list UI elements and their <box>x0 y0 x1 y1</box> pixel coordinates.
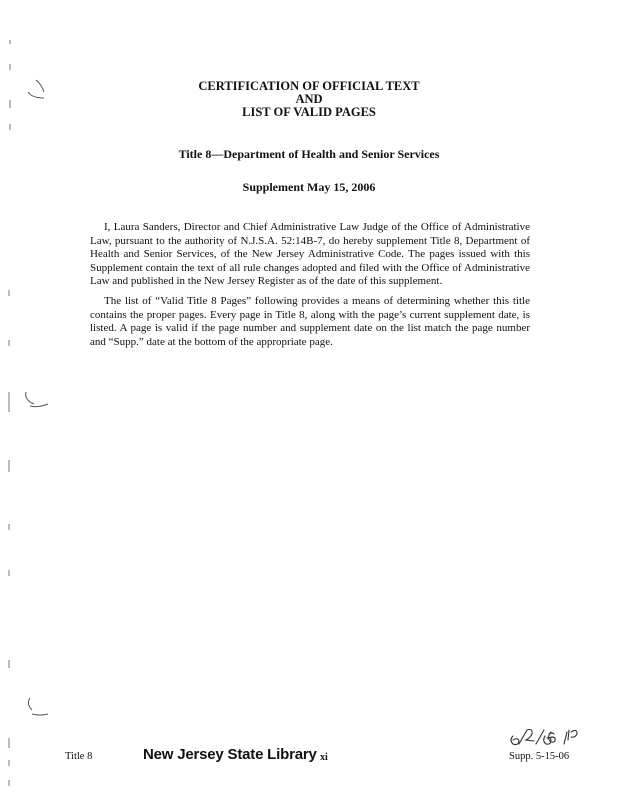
punch-hole-marks <box>0 0 60 800</box>
footer-supplement-code: Supp. 5-15-06 <box>509 751 570 762</box>
heading-list-of-valid-pages: LIST OF VALID PAGES <box>242 105 376 119</box>
paragraph-valid-pages: The list of “Valid Title 8 Pages” following provides a means of determining whether this title contains the proper pages. Every page in Title 8, along with the page’s current supplement date, is listed. A page is valid if the page number and supplement date on the list match the page number and “Supp.” date at the bottom of the appropriate page. <box>90 295 530 348</box>
page-number: xi <box>320 752 328 763</box>
paragraph-certification: I, Laura Sanders, Director and Chief Administrative Law Judge of the Office of Administrative Law, pursuant to the authority of N.J.S.A. 52:14B-7, do hereby supplement Title 8, Department of Health and Senior Services, of the New Jersey Administrative Code. The pages issued with this Supplement contain the text of all rule changes adopted and filed with the Office of Administrative Law and published in the New Jersey Register as of the date of this supplement. <box>90 221 530 288</box>
handwritten-date-initials <box>505 722 605 750</box>
library-stamp: New Jersey State Library <box>143 746 317 763</box>
heading-certification: CERTIFICATION OF OFFICIAL TEXT <box>198 79 420 93</box>
heading-and: AND <box>295 92 323 106</box>
supplement-date: Supplement May 15, 2006 <box>242 180 376 194</box>
footer-title-label: Title 8 <box>65 751 93 762</box>
document-title: Title 8—Department of Health and Senior Services <box>178 147 440 161</box>
